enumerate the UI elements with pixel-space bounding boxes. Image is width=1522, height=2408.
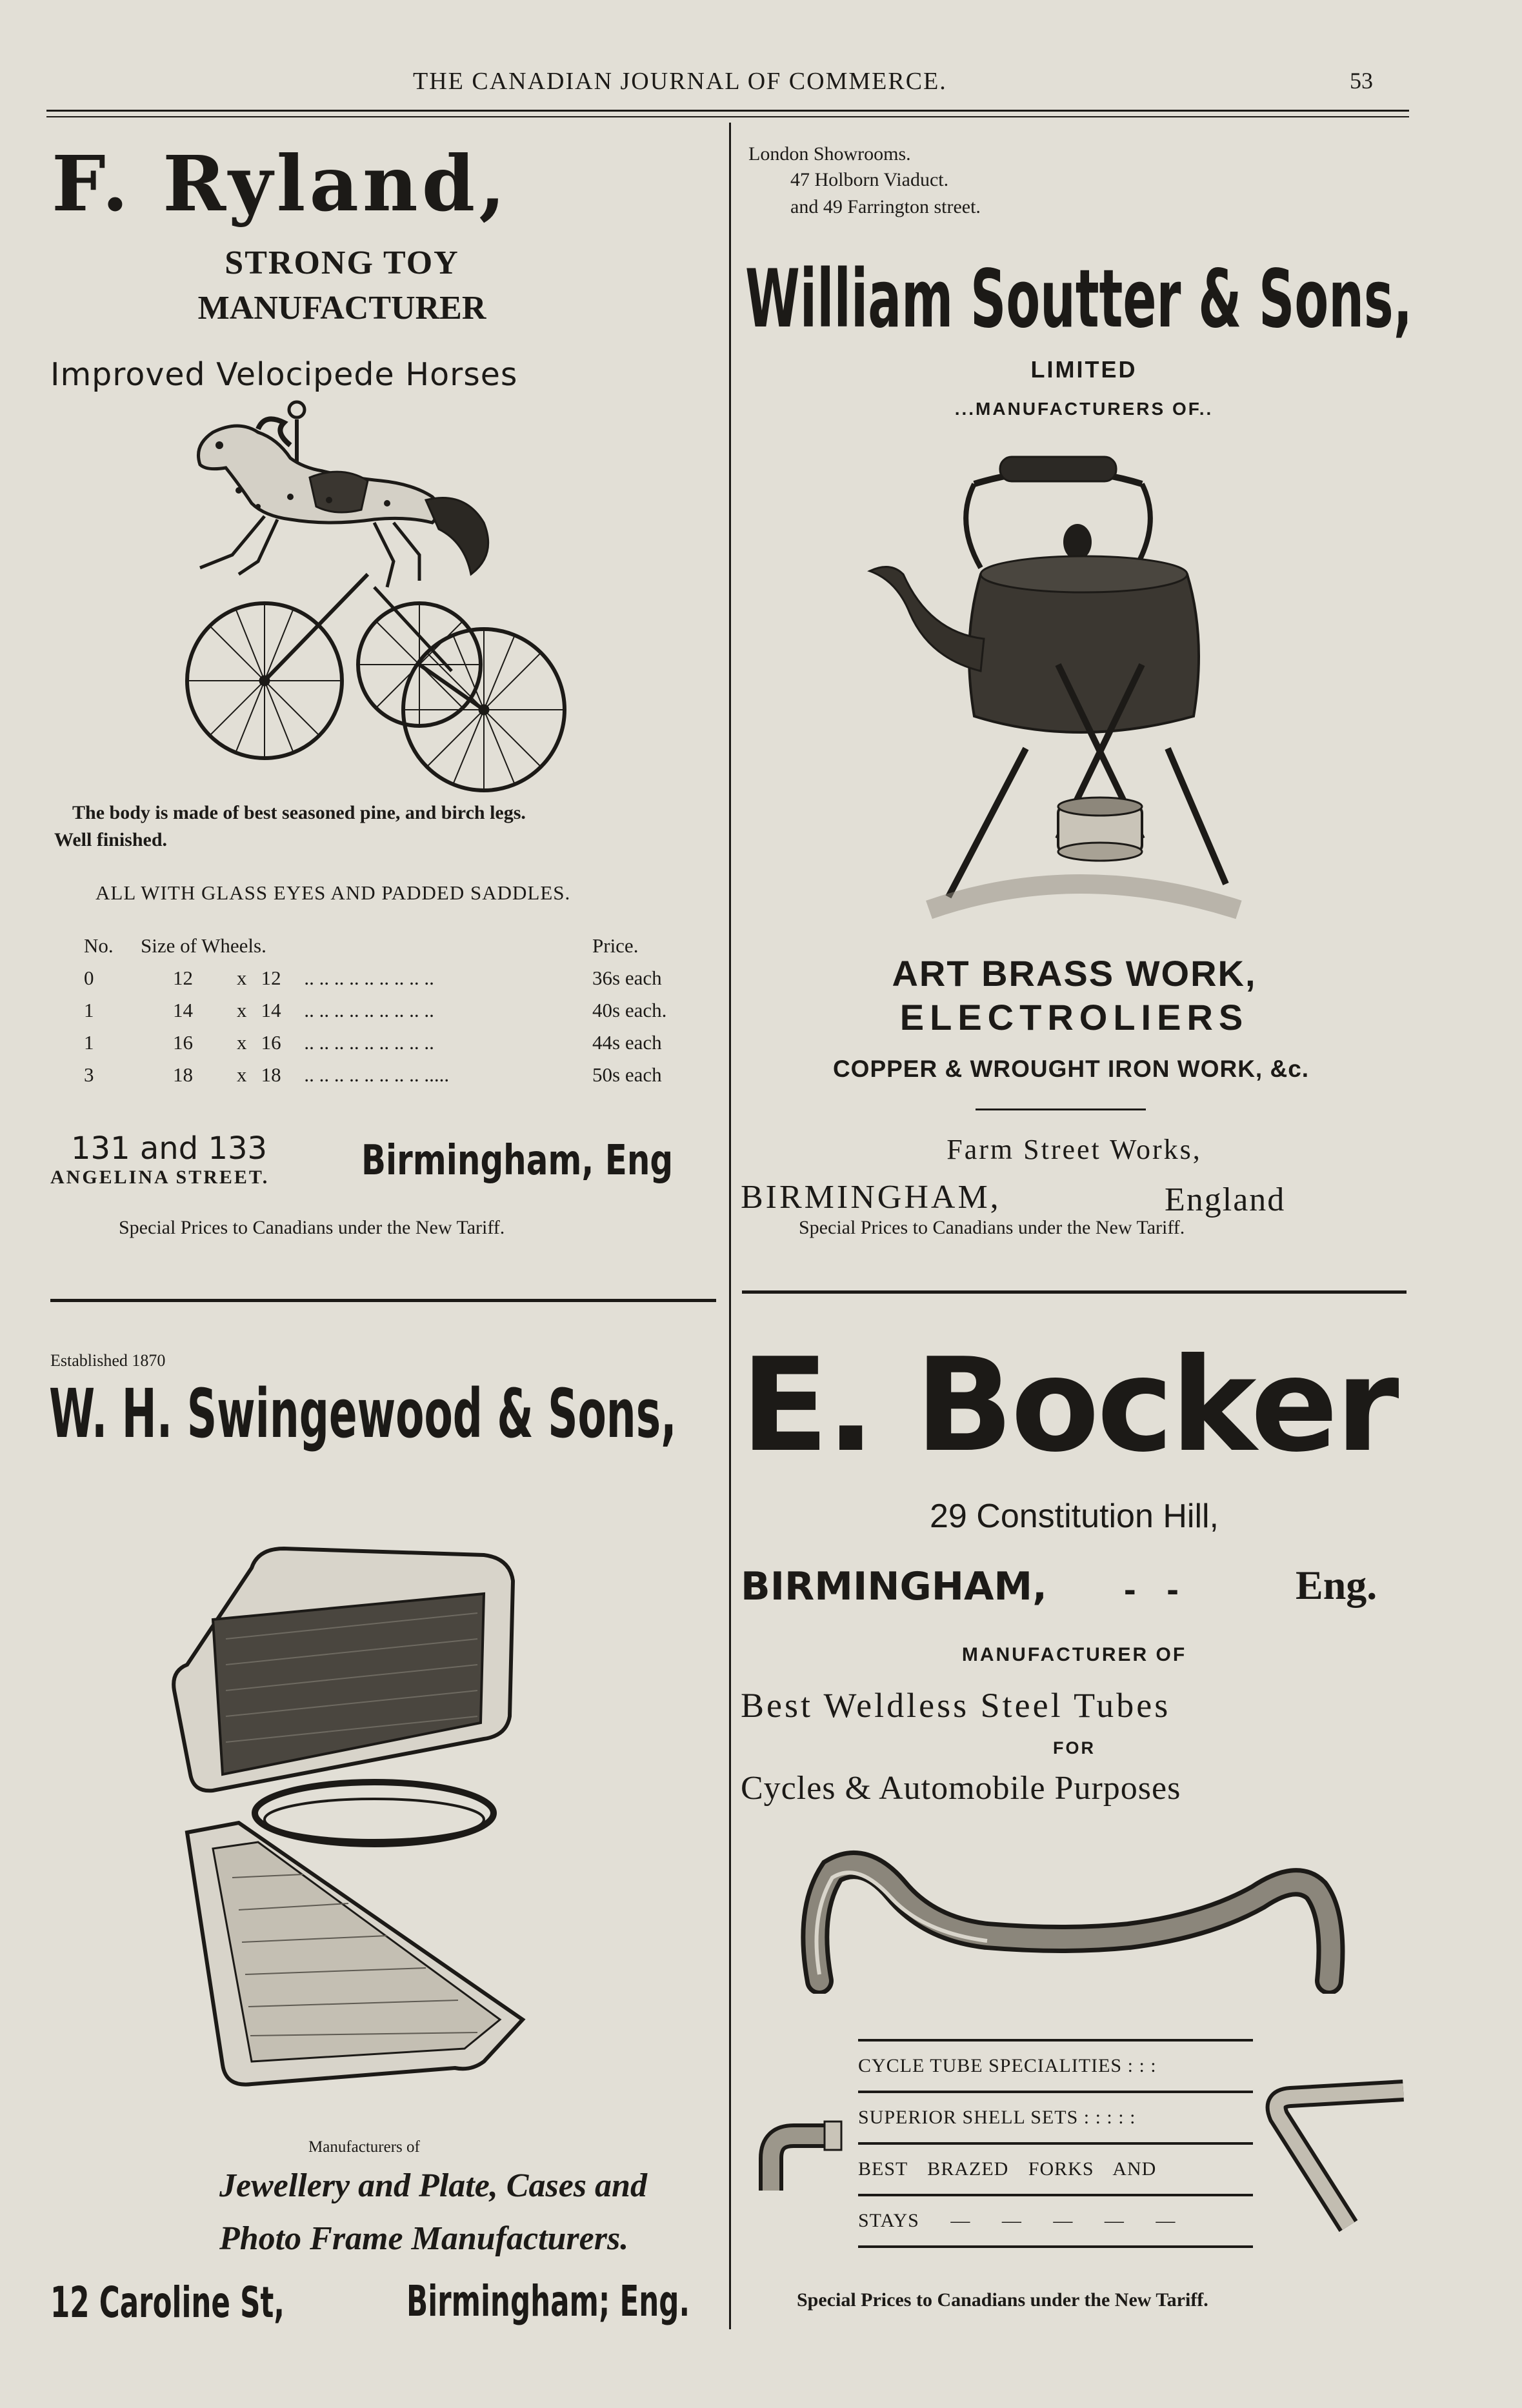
header-size: Size of Wheels. <box>141 934 266 957</box>
bocker-manufacturer-of: MANUFACTURER OF <box>961 1644 1187 1665</box>
row-no: 3 <box>84 1063 94 1086</box>
row-x: x <box>236 1063 247 1086</box>
right-section-divider <box>742 1290 1407 1294</box>
ryland-desc2: Well finished. <box>54 829 168 850</box>
header-rule-bottom <box>46 116 1409 117</box>
bocker-dashes: - - <box>1124 1569 1189 1609</box>
table-row <box>84 967 666 999</box>
row-size-b: 16 <box>261 1031 281 1054</box>
list-item: BEST BRAZED FORKS AND <box>858 2145 1253 2196</box>
row-no: 1 <box>84 999 94 1021</box>
ryland-feature: ALL WITH GLASS EYES AND PADDED SADDLES. <box>95 881 571 904</box>
soutter-showrooms-address2: and 49 Farrington street. <box>790 196 981 217</box>
soutter-name-wrap <box>745 253 1522 346</box>
soutter-city: BIRMINGHAM, <box>741 1179 1001 1216</box>
row-x: x <box>236 1031 247 1054</box>
column-divider <box>729 123 731 2329</box>
list-item: CYCLE TUBE SPECIALITIES : : : <box>858 2039 1253 2093</box>
kettle-on-stand-illustration <box>865 445 1265 929</box>
bocker-address: 29 Constitution Hill, <box>930 1498 1219 1535</box>
swingewood-established: Established 1870 <box>50 1351 166 1370</box>
bocker-line1: Best Weldless Steel Tubes <box>741 1686 1171 1725</box>
soutter-country: England <box>1165 1181 1286 1218</box>
table-row <box>84 1063 666 1096</box>
row-price: 36s each <box>592 967 662 989</box>
row-price: 44s each <box>592 1031 662 1054</box>
soutter-name: William Soutter & Sons, <box>745 253 1412 346</box>
page-number: 53 <box>1350 68 1373 94</box>
row-size-a: 12 <box>173 967 193 989</box>
row-size-a: 14 <box>173 999 193 1021</box>
list-item: STAYS — — — — — <box>858 2196 1253 2248</box>
header-price: Price. <box>592 934 639 957</box>
row-no: 0 <box>84 967 94 989</box>
ryland-address-street: ANGELINA STREET. <box>50 1167 270 1188</box>
row-x: x <box>236 967 247 989</box>
swingewood-name: W. H. Swingewood & Sons, <box>49 1374 677 1453</box>
header-no: No. <box>84 934 114 957</box>
soutter-limited: LIMITED <box>1030 356 1137 383</box>
ryland-product: Improved Velocipede Horses <box>50 356 518 393</box>
elbow-tube-illustration <box>748 2110 845 2194</box>
swingewood-manufacturers-of: Manufacturers of <box>308 2138 420 2156</box>
swingewood-street-wrap <box>50 2278 405 2327</box>
row-leader-dots: .. .. .. .. .. .. .. .. .. <box>304 1031 434 1054</box>
soutter-short-rule <box>976 1109 1146 1110</box>
row-no: 1 <box>84 1031 94 1054</box>
ryland-address-city: Birmingham, Eng <box>361 1137 674 1185</box>
table-row <box>84 1031 666 1063</box>
bocker-for: FOR <box>1053 1738 1096 1758</box>
ryland-price-table <box>84 934 666 1096</box>
table-row <box>84 999 666 1031</box>
ryland-address-numbers: 131 and 133 <box>71 1130 268 1167</box>
ryland-desc1: The body is made of best seasoned pine, and birch legs. <box>72 802 526 823</box>
row-size-b: 14 <box>261 999 281 1021</box>
ryland-tag2: MANUFACTURER <box>197 290 486 326</box>
bocker-line2: Cycles & Automobile Purposes <box>741 1770 1181 1807</box>
soutter-line3: COPPER & WROUGHT IRON WORK, &c. <box>832 1056 1310 1082</box>
bocker-name: E. Bocker <box>741 1330 1397 1481</box>
row-price: 40s each. <box>592 999 667 1021</box>
soutter-manufacturers-of: ...MANUFACTURERS OF.. <box>954 399 1214 419</box>
ryland-special-prices: Special Prices to Canadians under the New Tariff. <box>119 1217 505 1238</box>
bocker-country: Eng. <box>1296 1562 1377 1608</box>
soutter-line2: ELECTROLIERS <box>899 997 1249 1038</box>
swingewood-city-wrap <box>406 2276 836 2326</box>
bocker-specialities-list <box>858 2039 1253 2248</box>
jewel-case-illustration <box>161 1523 587 2103</box>
row-size-a: 16 <box>173 1031 193 1054</box>
soutter-works: Farm Street Works, <box>946 1134 1202 1165</box>
row-size-a: 18 <box>173 1063 193 1086</box>
swingewood-address-street: 12 Caroline St, <box>50 2278 285 2327</box>
table-header-row <box>84 934 666 967</box>
velocipede-horse-illustration <box>161 394 600 794</box>
row-price: 50s each <box>592 1063 662 1086</box>
swingewood-line1: Jewellery and Plate, Cases and <box>219 2167 647 2204</box>
row-leader-dots: .. .. .. .. .. .. .. .. .. <box>304 999 434 1021</box>
soutter-line1: ART BRASS WORK, <box>892 953 1257 994</box>
bocker-special-prices: Special Prices to Canadians under the New Tariff. <box>797 2289 1208 2311</box>
row-leader-dots: .. .. .. .. .. .. .. .. .. <box>304 967 434 989</box>
header-rule-top <box>46 110 1409 112</box>
swingewood-address-city: Birmingham; Eng. <box>406 2276 690 2326</box>
soutter-showrooms-address1: 47 Holborn Viaduct. <box>790 169 949 190</box>
left-section-divider <box>50 1299 716 1302</box>
soutter-special-prices: Special Prices to Canadians under the New Tariff. <box>799 1217 1185 1238</box>
ryland-name: F. Ryland, <box>52 139 510 228</box>
swingewood-line2: Photo Frame Manufacturers. <box>219 2220 629 2257</box>
row-size-b: 18 <box>261 1063 281 1086</box>
ryland-address-city-wrap <box>361 1137 761 1185</box>
ryland-tag1: STRONG TOY <box>225 245 459 281</box>
bocker-city: BIRMINGHAM, <box>741 1564 1047 1609</box>
angled-tube-illustration <box>1258 2071 1413 2232</box>
row-leader-dots: .. .. .. .. .. .. .. .. ..... <box>304 1063 450 1086</box>
row-x: x <box>236 999 247 1021</box>
handlebar-tube-illustration <box>794 1845 1361 1994</box>
row-size-b: 12 <box>261 967 281 989</box>
journal-title: THE CANADIAN JOURNAL OF COMMERCE. <box>413 68 947 95</box>
list-item: SUPERIOR SHELL SETS : : : : : <box>858 2093 1253 2145</box>
soutter-showrooms-title: London Showrooms. <box>748 143 911 165</box>
